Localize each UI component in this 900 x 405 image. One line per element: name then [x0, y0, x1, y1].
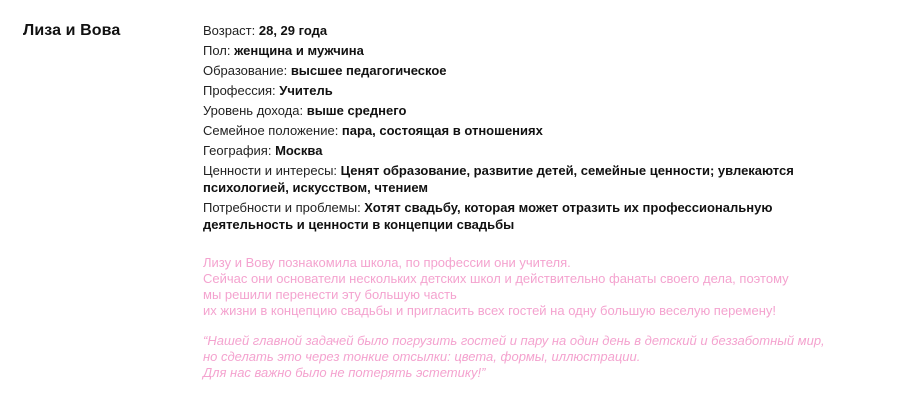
quote-line: “Нашей главной задачей было погрузить гостей и пару на один день в детский и беззаботный мир, [203, 333, 825, 348]
attribute-value: 28, 29 года [258, 23, 328, 38]
quote-line: но сделать это через тонкие отсылки: цвета, формы, иллюстрации. [203, 349, 641, 364]
story-line: их жизни в концепцию свадьбы и пригласить всех гостей на одну большую веселую перемену! [203, 303, 776, 318]
attribute-geography [203, 142, 863, 159]
attribute-marital-status [203, 122, 863, 139]
attribute-label: Образование: [203, 63, 291, 78]
attribute-label: Семейное положение: [203, 123, 342, 138]
attribute-value: пара, состоящая в отношениях [341, 123, 543, 138]
attribute-label: География: [203, 143, 276, 158]
story-line: Лизу и Вову познакомила школа, по профессии они учителя. [203, 255, 571, 270]
attribute-education [203, 62, 863, 79]
attribute-gender [203, 42, 863, 59]
attribute-label: Пол: [203, 43, 235, 58]
attribute-value: Ценят образование, развитие детей, семейные ценности; увлекаются психологией, искусством, чтением [203, 163, 794, 195]
attribute-label: Потребности и проблемы: [203, 200, 365, 215]
story-text [203, 255, 863, 319]
attribute-value: высшее педагогическое [290, 63, 447, 78]
attribute-value: Москва [275, 143, 323, 158]
client-quote [203, 333, 883, 381]
attribute-value: Учитель [279, 83, 333, 98]
attribute-value: женщина и мужчина [234, 43, 364, 58]
attribute-label: Ценности и интересы: [203, 163, 341, 178]
attribute-value: Хотят свадьбу, которая может отразить их профессиональную деятельность и ценности в концепции свадьбы [203, 200, 773, 232]
attribute-value: выше среднего [306, 103, 407, 118]
attribute-label: Профессия: [203, 83, 280, 98]
attribute-age [203, 22, 863, 39]
attribute-values-interests [203, 162, 863, 196]
attribute-needs-problems [203, 199, 863, 233]
persona-attributes [203, 22, 863, 236]
attribute-label: Возраст: [203, 23, 259, 38]
quote-line: Для нас важно было не потерять эстетику!” [203, 365, 486, 380]
story-line: Сейчас они основатели нескольких детских школ и действительно фанаты своего дела, поэтому [203, 271, 789, 286]
attribute-profession [203, 82, 863, 99]
attribute-label: Уровень дохода: [203, 103, 307, 118]
story-line: мы решили перенести эту большую часть [203, 287, 457, 302]
attribute-income [203, 102, 863, 119]
persona-name: Лиза и Вова [23, 22, 121, 39]
